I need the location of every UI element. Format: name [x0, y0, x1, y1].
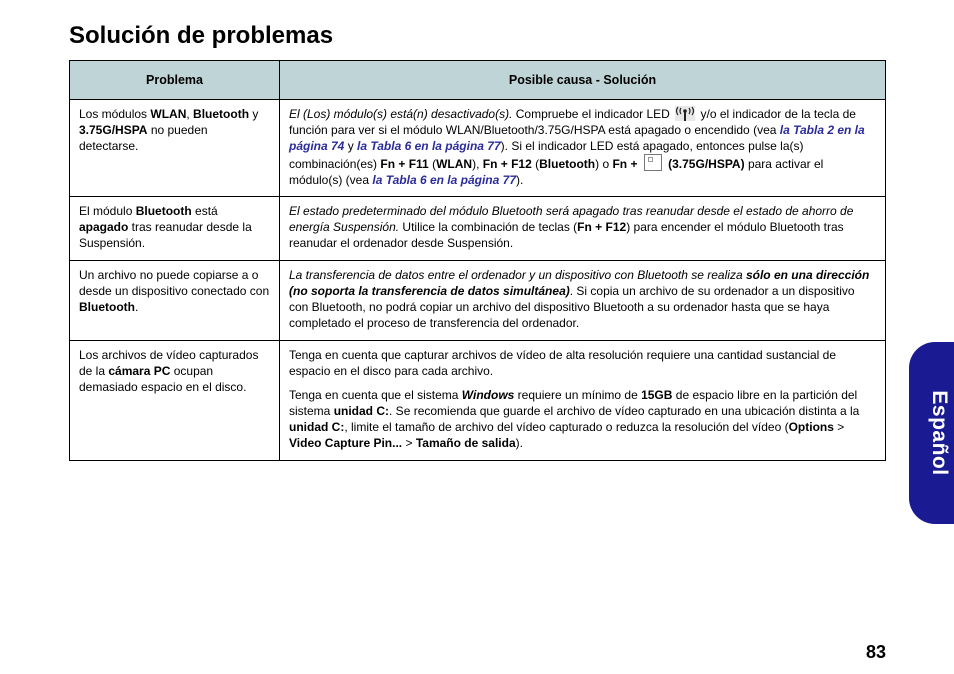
solution-cell — [280, 100, 886, 197]
text: ( — [428, 157, 437, 171]
text-bold-italic: Windows — [461, 388, 515, 402]
text: y/o el indicador de la tecla de función para ver si el módulo WLAN/Bluetooth/3.75G/HSPA está apagado o encendido (vea — [289, 107, 856, 137]
text: ) o — [595, 157, 613, 171]
text: Tenga en cuenta que el sistema — [289, 388, 462, 402]
text-bold: Options — [788, 420, 834, 434]
header-problem: Problema — [70, 61, 280, 100]
text: requiere un mínimo de — [514, 388, 642, 402]
text-italic: El (Los) módulo(s) está(n) desactivado(s). — [289, 107, 513, 121]
table-header-row — [70, 61, 886, 100]
text-italic: La transferencia de datos entre el ordenador y un dispositivo con Bluetooth se realiza — [289, 268, 746, 282]
text: tras reanudar desde la Suspensión. — [79, 220, 252, 250]
text-bold: 3.75G/HSPA — [79, 123, 148, 137]
text: de espacio libre en la partición del sistema — [289, 388, 858, 418]
paragraph: Tenga en cuenta que capturar archivos de vídeo de alta resolución requiere una cantidad sustancial de espacio en el disco para cada archivo. — [289, 348, 837, 378]
text-bold: cámara PC — [108, 364, 171, 378]
text-bold: 15GB — [641, 388, 673, 402]
text-italic: El estado predeterminado del módulo Bluetooth será apagado tras reanudar desde el estado de ahorro de energía Suspensión. — [289, 204, 854, 234]
text-bold: WLAN — [436, 157, 473, 171]
text-bold: Bluetooth — [193, 107, 250, 121]
text: . — [135, 300, 139, 314]
text-bold: unidad C: — [289, 420, 345, 434]
text: ). — [515, 436, 523, 450]
text-bold: Bluetooth — [79, 300, 135, 314]
problem-cell — [70, 341, 280, 461]
text: y — [344, 139, 358, 153]
text-bold: unidad C: — [333, 404, 390, 418]
text-bold: WLAN — [150, 107, 187, 121]
text: no pueden detectarse. — [79, 123, 208, 153]
text: ocupan demasiado espacio en el disco. — [79, 364, 247, 394]
text: ). Si el indicador LED está apagado, entonces pulse la(s) combinación(es) — [289, 139, 804, 171]
text: > — [402, 436, 416, 450]
key-combo: Fn + — [612, 157, 641, 171]
text: Utilice la combinación de teclas ( — [399, 220, 578, 234]
wireless-led-icon — [675, 106, 695, 121]
text: ). — [516, 173, 524, 187]
key-combo: Fn + F11 — [380, 157, 429, 171]
problem-cell — [70, 100, 280, 197]
text: ) para encender el módulo Bluetooth tras reanudar el ordenador desde Suspensión. — [289, 220, 844, 250]
key-combo: Fn + F12 — [482, 157, 532, 171]
text: Los módulos — [79, 107, 151, 121]
text: ( — [531, 157, 540, 171]
solution-cell — [280, 341, 886, 461]
text-bold-italic: sólo en una dirección (no soporta la transferencia de datos simultánea) — [289, 268, 870, 298]
hspa-key-icon — [644, 154, 662, 171]
text: , — [186, 107, 194, 121]
table-row — [70, 261, 886, 341]
text: . Se recomienda que guarde el archivo de vídeo capturado en una ubicación distinta a la — [389, 404, 860, 418]
table-row — [70, 100, 886, 197]
solution-cell — [280, 261, 886, 341]
text-bold: Bluetooth — [135, 204, 192, 218]
troubleshooting-table — [69, 60, 886, 461]
text-bold: (3.75G/HSPA) — [664, 157, 745, 171]
text: > — [833, 420, 845, 434]
text: para activar el módulo(s) (vea — [289, 157, 824, 187]
text: , limite el tamaño de archivo del vídeo capturado o reduzca la resolución del vídeo ( — [344, 420, 789, 434]
problem-cell — [70, 197, 280, 261]
text: Compruebe el indicador LED — [512, 107, 674, 121]
link-table2[interactable]: la Tabla 2 en la página 74 — [289, 123, 865, 153]
text-bold: Bluetooth — [539, 157, 596, 171]
text: Un archivo no puede copiarse a o desde un dispositivo conectado con — [79, 268, 270, 298]
language-tab-label: Español — [928, 390, 951, 476]
paragraph — [289, 387, 876, 451]
table-row — [70, 341, 886, 461]
link-table6[interactable]: la Tabla 6 en la página 77 — [372, 173, 516, 187]
text: . Si copia un archivo de su ordenador a un dispositivo con Bluetooth, no podrá copiar un archivo del dispositivo Bluetooth a su ordenador hasta que se haya completado el proceso de transferencia del ordenador. — [289, 284, 855, 330]
solution-cell — [280, 197, 886, 261]
text-bold: Video Capture Pin... — [289, 436, 403, 450]
text: y — [249, 107, 259, 121]
text: está — [191, 204, 218, 218]
text-bold: apagado — [79, 220, 129, 234]
key-combo: Fn + F12 — [577, 220, 627, 234]
text: El módulo — [79, 204, 136, 218]
page-title: Solución de problemas — [69, 22, 334, 49]
text: Los archivos de vídeo capturados de la — [79, 348, 259, 378]
header-solution: Posible causa - Solución — [280, 61, 886, 100]
page-number: 83 — [866, 642, 887, 662]
table-row — [70, 197, 886, 261]
text-bold: Tamaño de salida — [415, 436, 516, 450]
text: ), — [472, 157, 483, 171]
link-table6[interactable]: la Tabla 6 en la página 77 — [357, 139, 501, 153]
problem-cell — [70, 261, 280, 341]
